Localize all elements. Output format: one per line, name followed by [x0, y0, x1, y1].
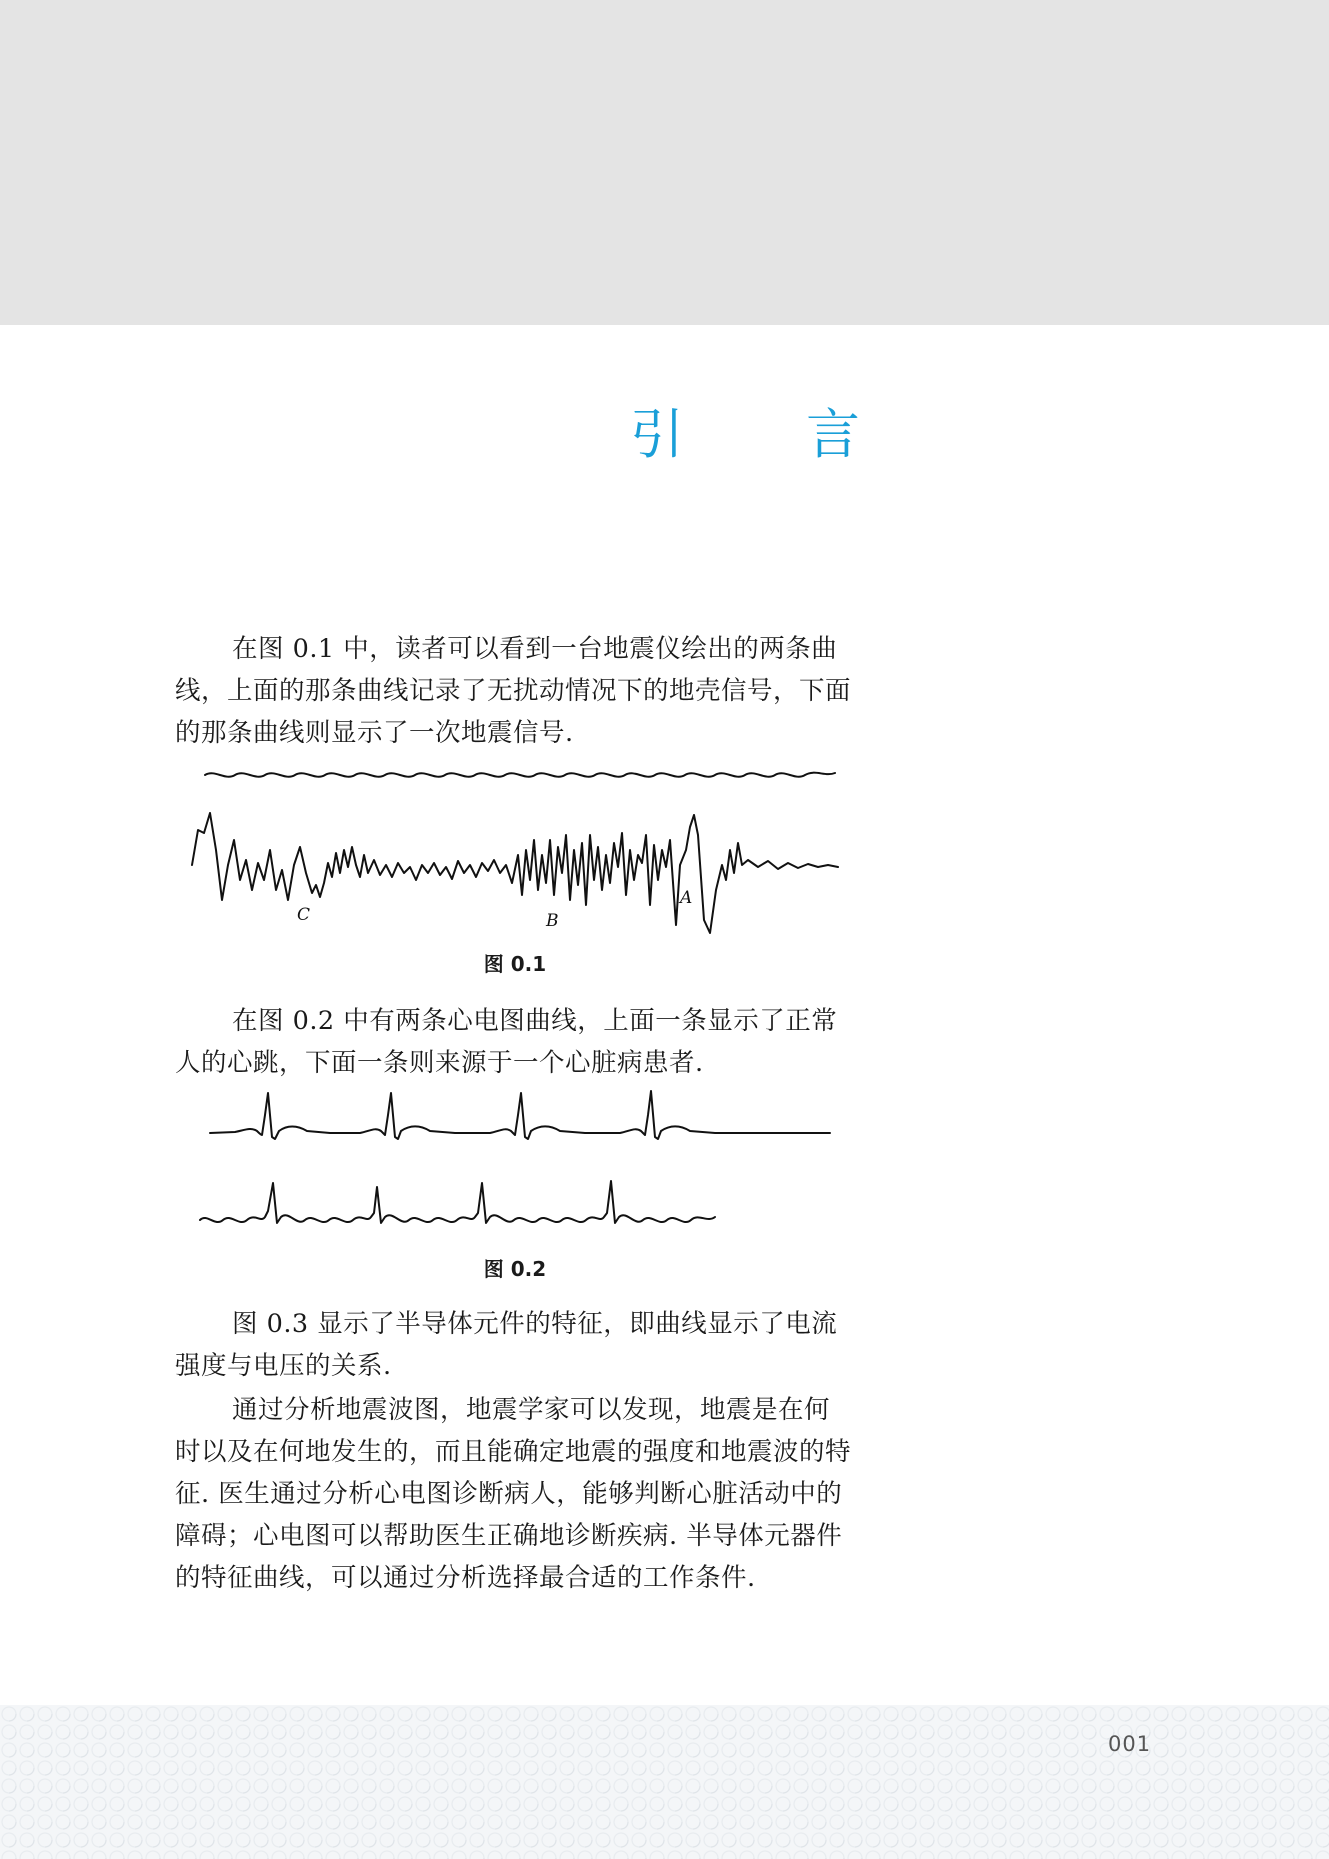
ecg-normal-trace [210, 1091, 830, 1139]
fig1-label-c: C [297, 905, 311, 925]
fig1-label-b: B [546, 911, 559, 931]
seismograph-quake-trace [192, 813, 838, 933]
header-band [0, 0, 1329, 325]
figure-0-2-caption: 图 0.2 [483, 1257, 547, 1281]
fig1-label-a: A [680, 888, 693, 908]
chapter-title [630, 400, 860, 470]
footer-pattern [0, 1705, 1329, 1859]
figure-0-1-caption: 图 0.1 [483, 952, 547, 976]
chapter-title-char-1: 引 [630, 403, 684, 466]
paragraph-1: 在图 0.1 中，读者可以看到一台地震仪绘出的两条曲线，上面的那条曲线记录了无扰动情况下的地壳信号，下面的那条曲线则显示了一次地震信号. [175, 634, 852, 748]
ecg-patient-trace [200, 1181, 715, 1223]
figure-0-2-ecg [195, 1085, 845, 1235]
page-number: 001 [1108, 1732, 1152, 1756]
seismograph-calm-trace [205, 773, 835, 777]
paragraph-3: 图 0.3 显示了半导体元件的特征，即曲线显示了电流强度与电压的关系. [175, 1309, 838, 1381]
paragraph-4: 通过分析地震波图，地震学家可以发现，地震是在何时以及在何地发生的，而且能确定地震的强度和地震波的特征. 医生通过分析心电图诊断病人，能够判断心脏活动中的障碍；心电图可以帮助医生正确地诊断疾病. 半导体元器件的特征曲线，可以通过分析选择最合适的工作条件. [175, 1395, 852, 1593]
figure-0-1-seismograph [190, 755, 850, 945]
chapter-title-char-2: 言 [806, 403, 860, 466]
paragraph-2: 在图 0.2 中有两条心电图曲线，上面一条显示了正常人的心跳，下面一条则来源于一个心脏病患者. [175, 1006, 838, 1078]
